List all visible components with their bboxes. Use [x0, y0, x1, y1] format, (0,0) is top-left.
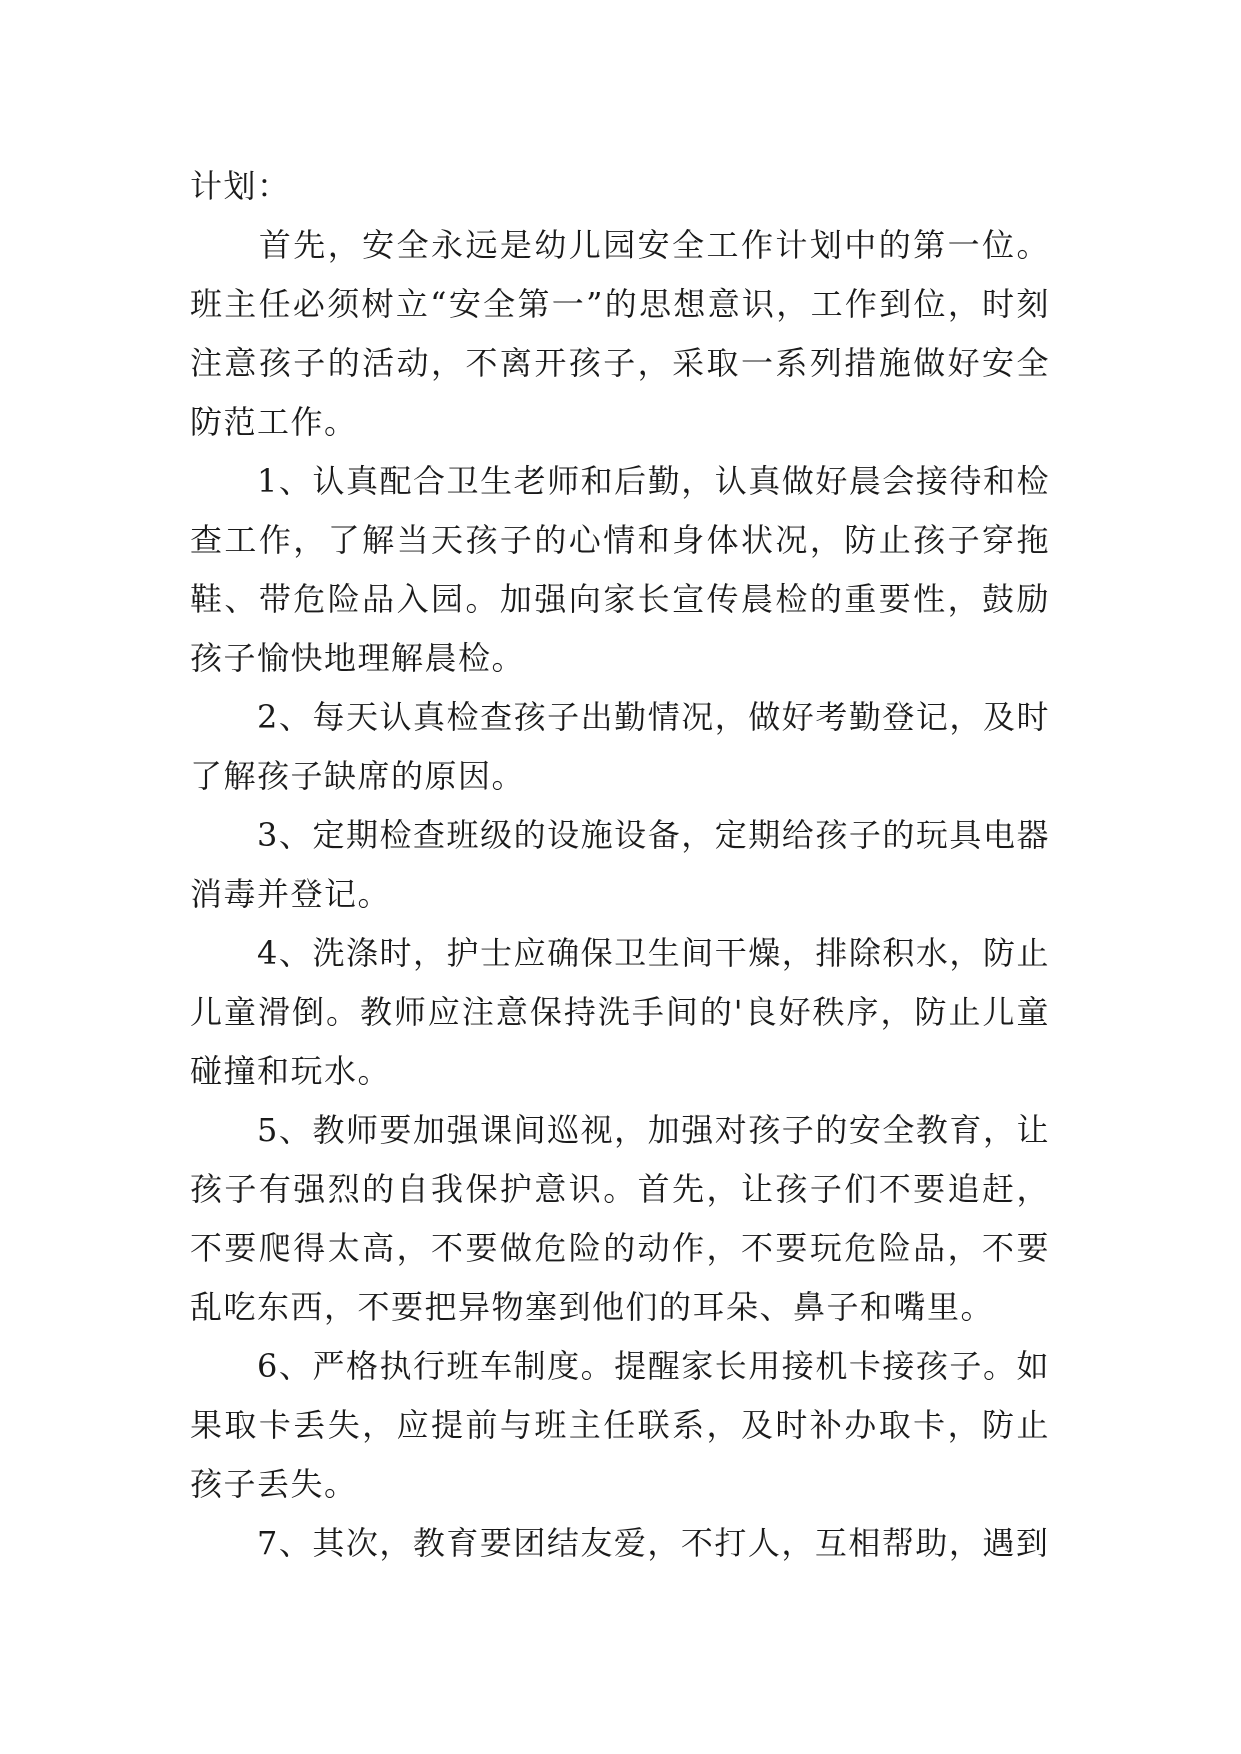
paragraph-item-2: 2、每天认真检查孩子出勤情况，做好考勤登记，及时了解孩子缺席的原因。	[190, 698, 1050, 795]
paragraph-item-4: 4、洗涤时，护士应确保卫生间干燥，排除积水，防止儿童滑倒。教师应注意保持洗手间的'良好秩序，防止儿童碰撞和玩水。	[190, 934, 1050, 1090]
paragraph-item-5: 5、教师要加强课间巡视，加强对孩子的安全教育，让孩子有强烈的自我保护意识。首先，让孩子们不要追赶，不要爬得太高，不要做危险的动作，不要玩危险品，不要乱吃东西，不要把异物塞到他们的耳朵、鼻子和嘴里。	[190, 1111, 1050, 1326]
paragraph-item-7: 7、其次，教育要团结友爱，不打人，互相帮助，遇到	[190, 1524, 1050, 1562]
paragraph-heading: 计划：	[190, 167, 291, 205]
paragraph-item-1: 1、认真配合卫生老师和后勤，认真做好晨会接待和检查工作，了解当天孩子的心情和身体状况，防止孩子穿拖鞋、带危险品入园。加强向家长宣传晨检的重要性，鼓励孩子愉快地理解晨检。	[190, 462, 1050, 677]
paragraph-intro: 首先，安全永远是幼儿园安全工作计划中的第一位。班主任必须树立“安全第一”的思想意识，工作到位，时刻注意孩子的活动，不离开孩子，采取一系列措施做好安全防范工作。	[190, 226, 1050, 441]
paragraph-item-3: 3、定期检查班级的设施设备，定期给孩子的玩具电器消毒并登记。	[190, 816, 1050, 913]
paragraph-item-6: 6、严格执行班车制度。提醒家长用接机卡接孩子。如果取卡丢失，应提前与班主任联系，及时补办取卡，防止孩子丢失。	[190, 1347, 1050, 1503]
document-page	[190, 157, 1050, 1573]
